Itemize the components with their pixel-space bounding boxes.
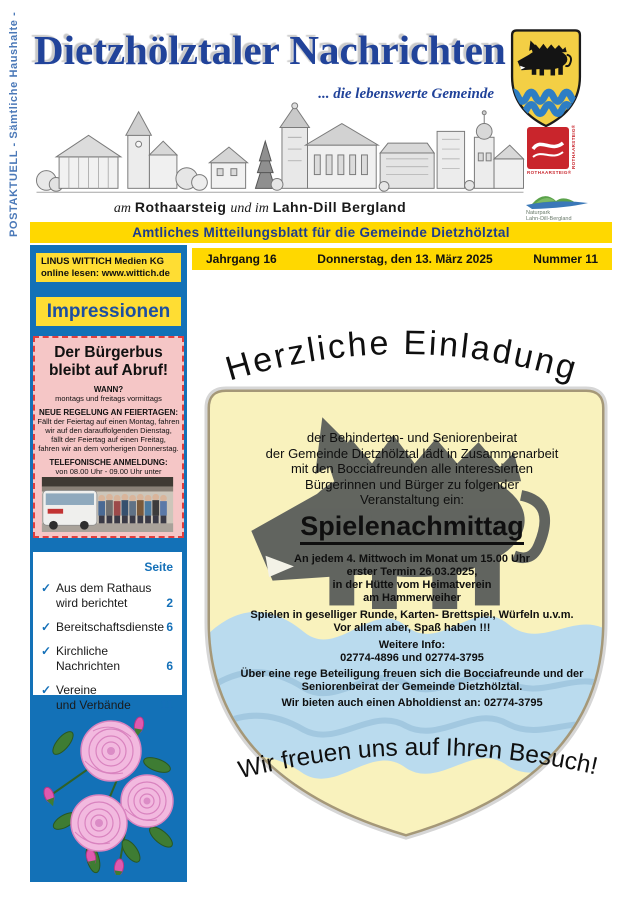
toc-row: Nachrichten 6 xyxy=(41,659,173,674)
newsletter-subtitle: ... die lebenswerte Gemeinde xyxy=(318,86,494,102)
event-info xyxy=(212,639,612,665)
info-label: Weitere Info: xyxy=(378,639,446,651)
check-icon: ✓ xyxy=(41,683,52,697)
check-icon xyxy=(41,596,56,611)
toc-row: ✓ Bereitschaftsdienste 6 xyxy=(41,620,173,634)
tagline-rothaarsteig: Rothaarsteig xyxy=(134,199,227,215)
rothaarsteig-logo xyxy=(527,124,589,183)
buergerbus-title-1: Der Bürgerbus xyxy=(54,344,163,361)
tagline-am: am xyxy=(113,201,131,216)
toc-row: ✓ Vereine xyxy=(41,683,97,697)
svg-text:Wir freuen uns auf Ihren Besuc: Wir freuen uns auf Ihren Besuch! xyxy=(235,733,601,785)
buergerbus-group-photo xyxy=(41,477,174,532)
left-sidebar xyxy=(30,245,187,882)
issue-volume: Jahrgang 16 xyxy=(206,252,277,266)
rothaarsteig-bottom-label: ROTHAARSTEIG® xyxy=(527,170,572,175)
official-bulletin-banner: Amtliches Mitteilungsblatt für die Gemeinde Dietzhölztal xyxy=(30,222,612,243)
info-phones: 02774-4896 und 02774-3795 xyxy=(340,652,484,664)
toc-row: wird berichtet 2 xyxy=(41,596,173,611)
naturpark-label-1: Naturpark xyxy=(526,210,551,216)
event-schedule: An jedem 4. Mittwoch im Monat um 15.00 Uhr erster Termin 26.03.2025, in der Hütte vom Heimatverein am Hammerweiher xyxy=(294,553,530,604)
issue-number: Nummer 11 xyxy=(533,252,598,266)
event-title: Spielenachmittag xyxy=(212,511,612,542)
check-icon xyxy=(41,659,56,674)
issue-info-bar xyxy=(192,248,612,270)
check-icon: ✓ xyxy=(41,620,52,634)
buergerbus-when-label: WANN? xyxy=(93,385,124,394)
tagline-undim: und im xyxy=(230,201,269,216)
toc-row: und Verbände 11 xyxy=(41,698,173,713)
tagline-lahndill: Lahn-Dill Bergland xyxy=(272,199,407,215)
rothaarsteig-vertical-label: ROTHAARSTEIG® xyxy=(571,124,576,169)
region-tagline xyxy=(40,199,480,217)
village-sketch-illustration xyxy=(34,98,526,206)
event-activities: Spielen in geselliger Runde, Karten- Brettspiel, Würfeln u.v.m. Vor allem aber, Spaß haben !!! xyxy=(250,609,574,634)
toc-row: ✓ Aus dem Rathaus xyxy=(41,581,152,595)
check-icon: ✓ xyxy=(41,581,52,595)
closing-line xyxy=(224,716,612,800)
buergerbus-notice: Der Bürgerbus bleibt auf Abruf! WANN? montags und freitags vormittags NEUE REGELUNG AN FEIERTAGEN: Fällt der Feiertag auf einen Montag, fahren wir auf den darauffolgenden Dienstag, fällt der Feiertag auf einen Freitag, fahren wir an dem vorherigen Donnerstag. TELEFONISCHE ANMELDUNG: von 08.00 Uhr - 09.00 Uhr unter xyxy=(33,336,184,538)
participation-note: Über eine rege Beteiligung freuen sich die Bocciafreunde und der Seniorenbeirat der Gemeinde Dietzhölztal. xyxy=(240,668,584,693)
postal-edge-label: POSTAKTUELL - Sämtliche Haushalte - xyxy=(8,11,20,237)
toc-row: ✓ Kirchliche xyxy=(41,644,109,658)
publisher-box xyxy=(36,253,181,282)
svg-text:Herzliche Einladung: Herzliche Einladung xyxy=(221,323,583,389)
table-of-contents xyxy=(33,552,182,712)
invitation-intro: der Behinderten- und Seniorenbeirat der Gemeinde Dietzhölztal lädt in Zusammenarbeit mit den Bocciafreunden alle interessierten Bürgerinnen und Bürger zu folgender Veranstaltung ein: xyxy=(265,430,559,507)
buergerbus-phone-label: TELEFONISCHE ANMELDUNG: xyxy=(49,458,168,467)
impressionen-box: Impressionen xyxy=(36,297,181,326)
municipal-coat-of-arms xyxy=(509,27,583,131)
roses-illustration xyxy=(35,703,181,875)
publisher-name: LINUS WITTICH Medien KG xyxy=(41,256,164,267)
publisher-url: online lesen: www.wittich.de xyxy=(41,267,170,279)
buergerbus-phone-hours: von 08.00 Uhr - 09.00 Uhr unter xyxy=(55,467,162,476)
naturpark-label-2: Lahn-Dill-Bergland xyxy=(526,216,572,222)
rothaarsteig-icon xyxy=(527,127,569,169)
newsletter-title: Dietzhölztaler Nachrichten xyxy=(34,27,506,73)
naturpark-logo xyxy=(522,188,592,222)
pickup-service-note: Wir bieten auch einen Abholdienst an: 02774-3795 xyxy=(281,697,543,709)
buergerbus-holiday-label: NEUE REGELUNG AN FEIERTAGEN: xyxy=(38,408,179,417)
toc-page-header: Seite xyxy=(144,560,173,574)
buergerbus-title-2: bleibt auf Abruf! xyxy=(48,362,169,379)
buergerbus-when-text: montags und freitags vormittags xyxy=(55,394,162,403)
issue-date: Donnerstag, den 13. März 2025 xyxy=(317,252,493,266)
naturpark-icon xyxy=(522,188,592,210)
check-icon: ✓ xyxy=(41,644,52,658)
